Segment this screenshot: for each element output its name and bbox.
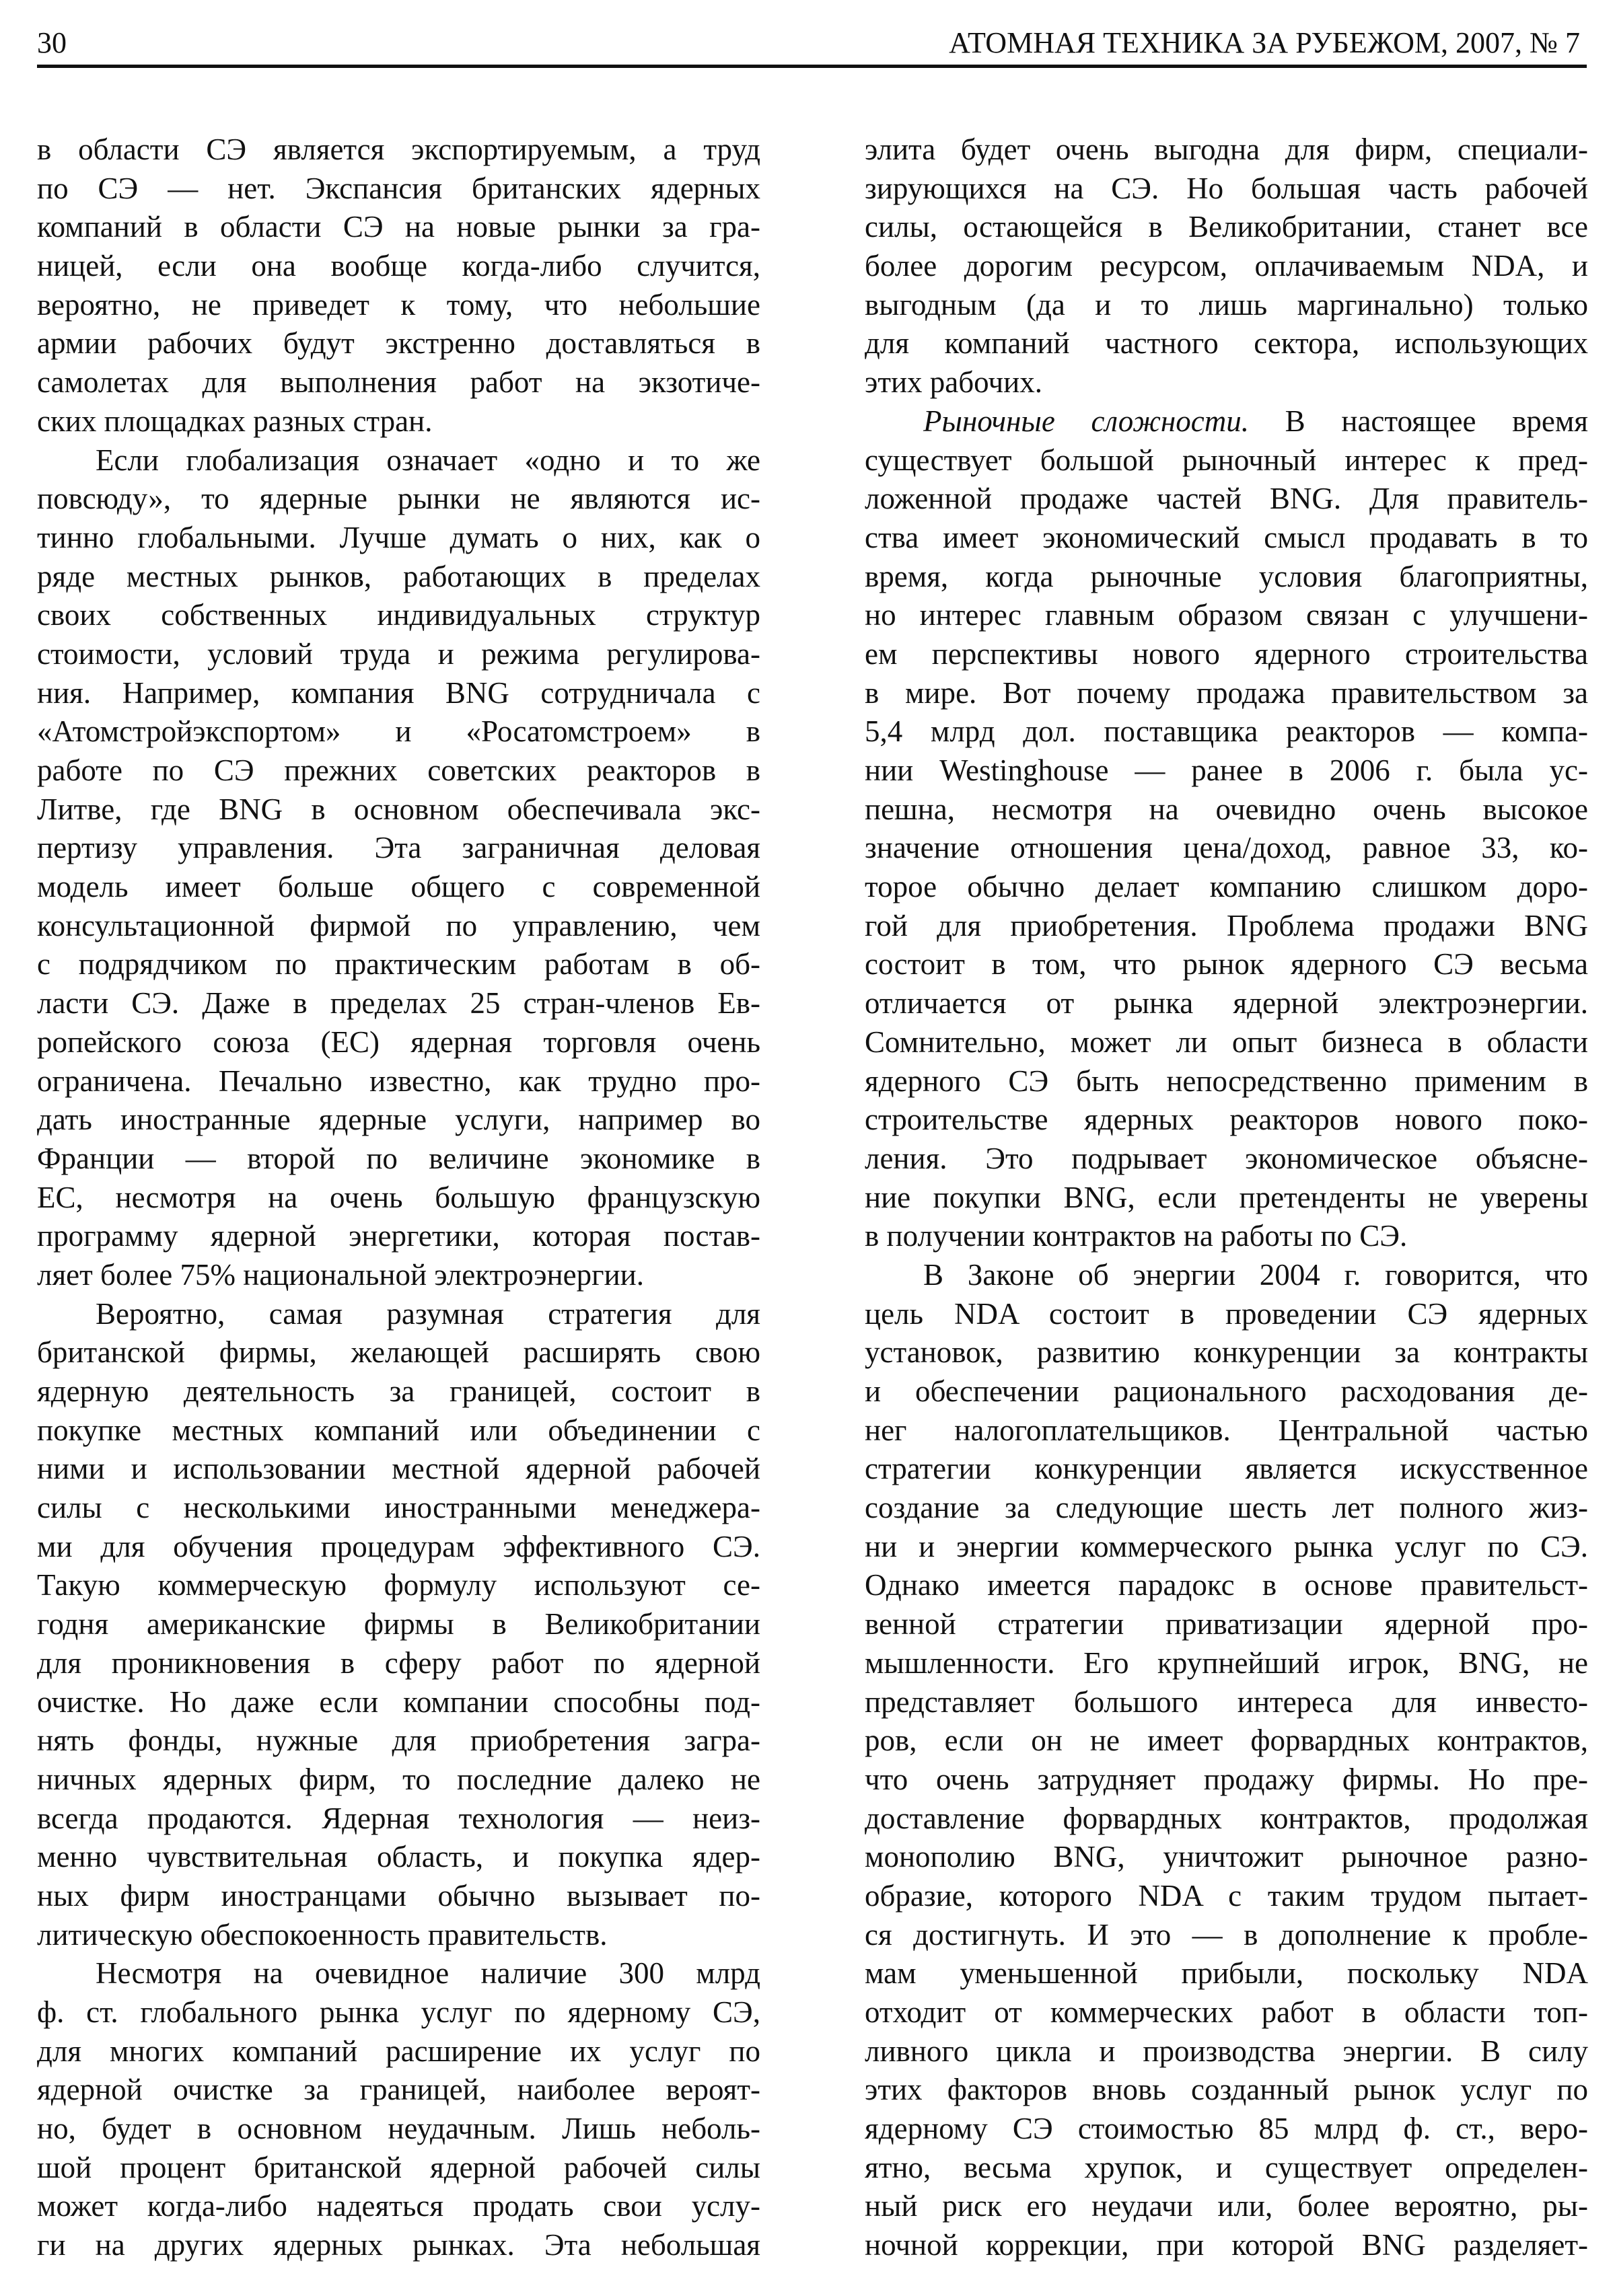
text-line: ницей, если она вообще когда-либо случится,	[37, 249, 760, 283]
right-column	[865, 131, 1588, 2265]
text-line: монополию BNG, уничтожит рыночное разно-	[865, 1840, 1588, 1874]
text-line: ни и энергии коммерческого рынка услуг по СЭ.	[865, 1529, 1588, 1563]
text-line: 5,4 млрд дол. поставщика реакторов — компа-	[865, 714, 1588, 749]
text-line: ядерную деятельность за границей, состоит в	[37, 1374, 760, 1408]
text-line: пешна, несмотря на очевидно очень высокое	[865, 792, 1588, 826]
text-line: для проникновения в сферу работ по ядерной	[37, 1645, 760, 1680]
text-line: ЕС, несмотря на очень большую французскую	[37, 1180, 760, 1214]
text-line: модель имеет больше общего с современной	[37, 870, 760, 904]
text-line: существует большой рыночный интерес к пред-	[865, 443, 1588, 477]
text-line: годня американские фирмы в Великобритании	[37, 1607, 760, 1641]
text-line: что очень затрудняет продажу фирмы. Но пре-	[865, 1762, 1588, 1796]
text-line: торое обычно делает компанию слишком доро-	[865, 870, 1588, 904]
text-line: своих собственных индивидуальных структур	[37, 598, 760, 632]
text-line: ядерного СЭ быть непосредственно применим в	[865, 1064, 1588, 1098]
text-line: для компаний частного сектора, использующих	[865, 326, 1588, 361]
text-line: нии Westinghouse — ранее в 2006 г. была ус-	[865, 753, 1588, 787]
text-line: В Законе об энергии 2004 г. говорится, что	[923, 1257, 1588, 1292]
text-line: британской фирмы, желающей расширять свою	[37, 1335, 760, 1370]
text-line: менно чувствительная область, и покупка ядер-	[37, 1840, 760, 1874]
text-line: этих факторов вновь созданный рынок услуг по	[865, 2073, 1588, 2107]
text-line: состоит в том, что рынок ядерного СЭ весьма	[865, 947, 1588, 982]
text-line: ропейского союза (ЕС) ядерная торговля очень	[37, 1025, 760, 1059]
paragraph	[37, 1954, 760, 2265]
text-line: стратегии конкуренции является искусственное	[865, 1452, 1588, 1486]
text-line: элита будет очень выгодна для фирм, специали-	[865, 133, 1588, 166]
text-line: ми для обучения процедурам эффективного СЭ.	[37, 1529, 760, 1563]
text-line	[865, 402, 1588, 441]
text-line: и обеспечении рационального расходования де-	[865, 1374, 1588, 1408]
text-line: «Атомстройэкспортом» и «Росатомстроем» в	[37, 714, 760, 749]
text-line: программу ядерной энергетики, которая постав-	[37, 1219, 760, 1253]
text-line: ограничена. Печально известно, как трудно про-	[37, 1064, 760, 1098]
paragraph	[865, 402, 1588, 1256]
text-line: шой процент британской ядерной рабочей силы	[37, 2150, 760, 2184]
text-line: дать иностранные ядерные услуги, например во	[37, 1103, 760, 1137]
text-line: в области СЭ является экспортируемым, а труд	[37, 133, 760, 166]
text-line: силы с несколькими иностранными менеджера-	[37, 1491, 760, 1525]
text-line: силы, остающейся в Великобритании, станет все	[865, 210, 1588, 244]
text-line: отличается от рынка ядерной электроэнергии.	[865, 986, 1588, 1021]
text-line: ров, если он не имеет форвардных контрактов,	[865, 1724, 1588, 1758]
text-line: может когда-либо надеяться продать свои услу-	[37, 2189, 760, 2223]
text-line: ночной коррекции, при которой BNG разделяет-	[865, 2228, 1588, 2262]
text-line: Такую коммерческую формулу используют се-	[37, 1568, 760, 1602]
text-line: ляет более 75% национальной электроэнергии.	[37, 1257, 644, 1292]
text-line: ряде местных рынков, работающих в пределах	[37, 559, 760, 593]
text-line: ный риск его неудачи или, более вероятно, ры-	[865, 2189, 1588, 2223]
text-line: ничных ядерных фирм, то последние далеко не	[37, 1762, 760, 1796]
paragraph	[865, 131, 1588, 402]
text-line: в получении контрактов на работы по СЭ.	[865, 1219, 1408, 1253]
text-line: венной стратегии приватизации ядерной про-	[865, 1607, 1588, 1641]
text-line: самолетах для выполнения работ на экзотиче-	[37, 365, 760, 400]
text-line: создание за следующие шесть лет полного жиз-	[865, 1491, 1588, 1525]
header-rule	[37, 65, 1587, 68]
text-line: покупке местных компаний или объединении с	[37, 1413, 760, 1447]
text-line: Несмотря на очевидное наличие 300 млрд	[96, 1956, 760, 1991]
text-line: Франции — второй по величине экономике в	[37, 1141, 760, 1175]
text-line: ния. Например, компания BNG сотрудничала с	[37, 675, 760, 710]
text-line: установок, развитию конкуренции за контракты	[865, 1335, 1588, 1370]
text-line: ства имеет экономический смысл продавать в то	[865, 520, 1588, 554]
text-line: пертизу управления. Эта заграничная деловая	[37, 831, 760, 865]
text-line: но, будет в основном неудачным. Лишь неболь-	[37, 2112, 760, 2146]
text-line: очистке. Но даже если компании способны под-	[37, 1684, 760, 1719]
text-line: ф. ст. глобального рынка услуг по ядерному СЭ,	[37, 1995, 760, 2029]
text-line: доставление форвардных контрактов, продолжая	[865, 1801, 1588, 1835]
text-line: стоимости, условий труда и режима регулирова-	[37, 636, 760, 671]
text-line: Вероятно, самая разумная стратегия для	[96, 1296, 760, 1331]
paragraph	[37, 131, 760, 441]
text-line: ги на других ядерных рынках. Эта небольшая	[37, 2228, 760, 2262]
text-line: ядерному СЭ стоимостью 85 млрд ф. ст., веро-	[865, 2112, 1588, 2146]
text-line: повсюду», то ядерные рынки не являются ис-	[37, 482, 760, 516]
text-line: ласти СЭ. Даже в пределах 25 стран-членов Ев-	[37, 986, 760, 1021]
text-line-rest: В настоящее время	[1248, 404, 1588, 438]
page-number: 30	[37, 26, 67, 59]
text-line: время, когда рыночные условия благоприятны,	[865, 559, 1588, 593]
text-line: литическую обеспокоенность правительств.	[37, 1917, 608, 1952]
text-line: ливного цикла и производства энергии. В силу	[865, 2034, 1588, 2068]
text-line: но интерес главным образом связан с улучшени-	[865, 598, 1588, 632]
paragraph	[865, 1256, 1588, 2265]
text-line: нег налогоплательщиков. Центральной частью	[865, 1413, 1588, 1447]
text-line: Если глобализация означает «одно и то же	[96, 443, 760, 477]
text-line: нять фонды, нужные для приобретения загра-	[37, 1724, 760, 1758]
text-line: Однако имеется парадокс в основе правительст-	[865, 1568, 1588, 1602]
text-line: Сомнительно, может ли опыт бизнеса в области	[865, 1025, 1588, 1059]
text-line: по СЭ — нет. Экспансия британских ядерных	[37, 171, 760, 205]
text-line: Литве, где BNG в основном обеспечивала экс-	[37, 792, 760, 826]
paragraph	[37, 441, 760, 1295]
text-line: ся достигнуть. И это — в дополнение к пробле-	[865, 1917, 1588, 1952]
text-line: зирующихся на СЭ. Но большая часть рабочей	[865, 171, 1588, 205]
text-line: образие, которого NDA с таким трудом пытает-	[865, 1878, 1588, 1913]
text-line: всегда продаются. Ядерная технология — неиз-	[37, 1801, 760, 1835]
text-line: строительстве ядерных реакторов нового поко-	[865, 1103, 1588, 1137]
text-line: тинно глобальными. Лучше думать о них, как о	[37, 520, 760, 554]
text-line: выгодным (да и то лишь маргинально) только	[865, 287, 1588, 322]
running-header-journal-title: АТОМНАЯ ТЕХНИКА ЗА РУБЕЖОМ, 2007, № 7	[949, 26, 1580, 59]
text-line: ных фирм иностранцами обычно вызывает по-	[37, 1878, 760, 1913]
text-line: ние покупки BNG, если претенденты не уверены	[865, 1180, 1588, 1214]
text-line: гой для приобретения. Проблема продажи BNG	[865, 908, 1588, 942]
text-line: ских площадках разных стран.	[37, 404, 433, 438]
paragraph	[37, 1295, 760, 1955]
text-line: этих рабочих.	[865, 365, 1042, 400]
text-line: ления. Это подрывает экономическое объясне-	[865, 1141, 1588, 1175]
text-line: представляет большого интереса для инвесто-	[865, 1684, 1588, 1719]
text-line: в мире. Вот почему продажа правительством за	[865, 675, 1588, 710]
text-line: консультационной фирмой по управлению, чем	[37, 908, 760, 942]
text-line: ятно, весьма хрупок, и существует определен-	[865, 2150, 1588, 2184]
text-line: работе по СЭ прежних советских реакторов в	[37, 753, 760, 787]
text-line: мышленности. Его крупнейший игрок, BNG, не	[865, 1645, 1588, 1680]
left-column	[37, 131, 760, 2265]
text-line: ядерной очистке за границей, наиболее вероят-	[37, 2073, 760, 2107]
text-line: отходит от коммерческих работ в области топ-	[865, 1995, 1588, 2029]
text-line: мам уменьшенной прибыли, поскольку NDA	[865, 1956, 1588, 1991]
text-line: ложенной продаже частей BNG. Для правитель-	[865, 482, 1588, 516]
text-line: компаний в области СЭ на новые рынки за гра-	[37, 210, 760, 244]
text-line: цель NDA состоит в проведении СЭ ядерных	[865, 1296, 1588, 1331]
text-line: значение отношения цена/доход, равное 33, ко-	[865, 831, 1588, 865]
text-line: с подрядчиком по практическим работам в об-	[37, 947, 760, 982]
text-line: ними и использовании местной ядерной рабочей	[37, 1452, 760, 1486]
text-line: ем перспективы нового ядерного строительства	[865, 636, 1588, 671]
text-line: для многих компаний расширение их услуг по	[37, 2034, 760, 2068]
text-line: более дорогим ресурсом, оплачиваемым NDA, и	[865, 249, 1588, 283]
text-line: вероятно, не приведет к тому, что небольшие	[37, 287, 760, 322]
text-line: армии рабочих будут экстренно доставляться в	[37, 326, 760, 361]
section-lead-in: Рыночные сложности.	[923, 404, 1249, 438]
